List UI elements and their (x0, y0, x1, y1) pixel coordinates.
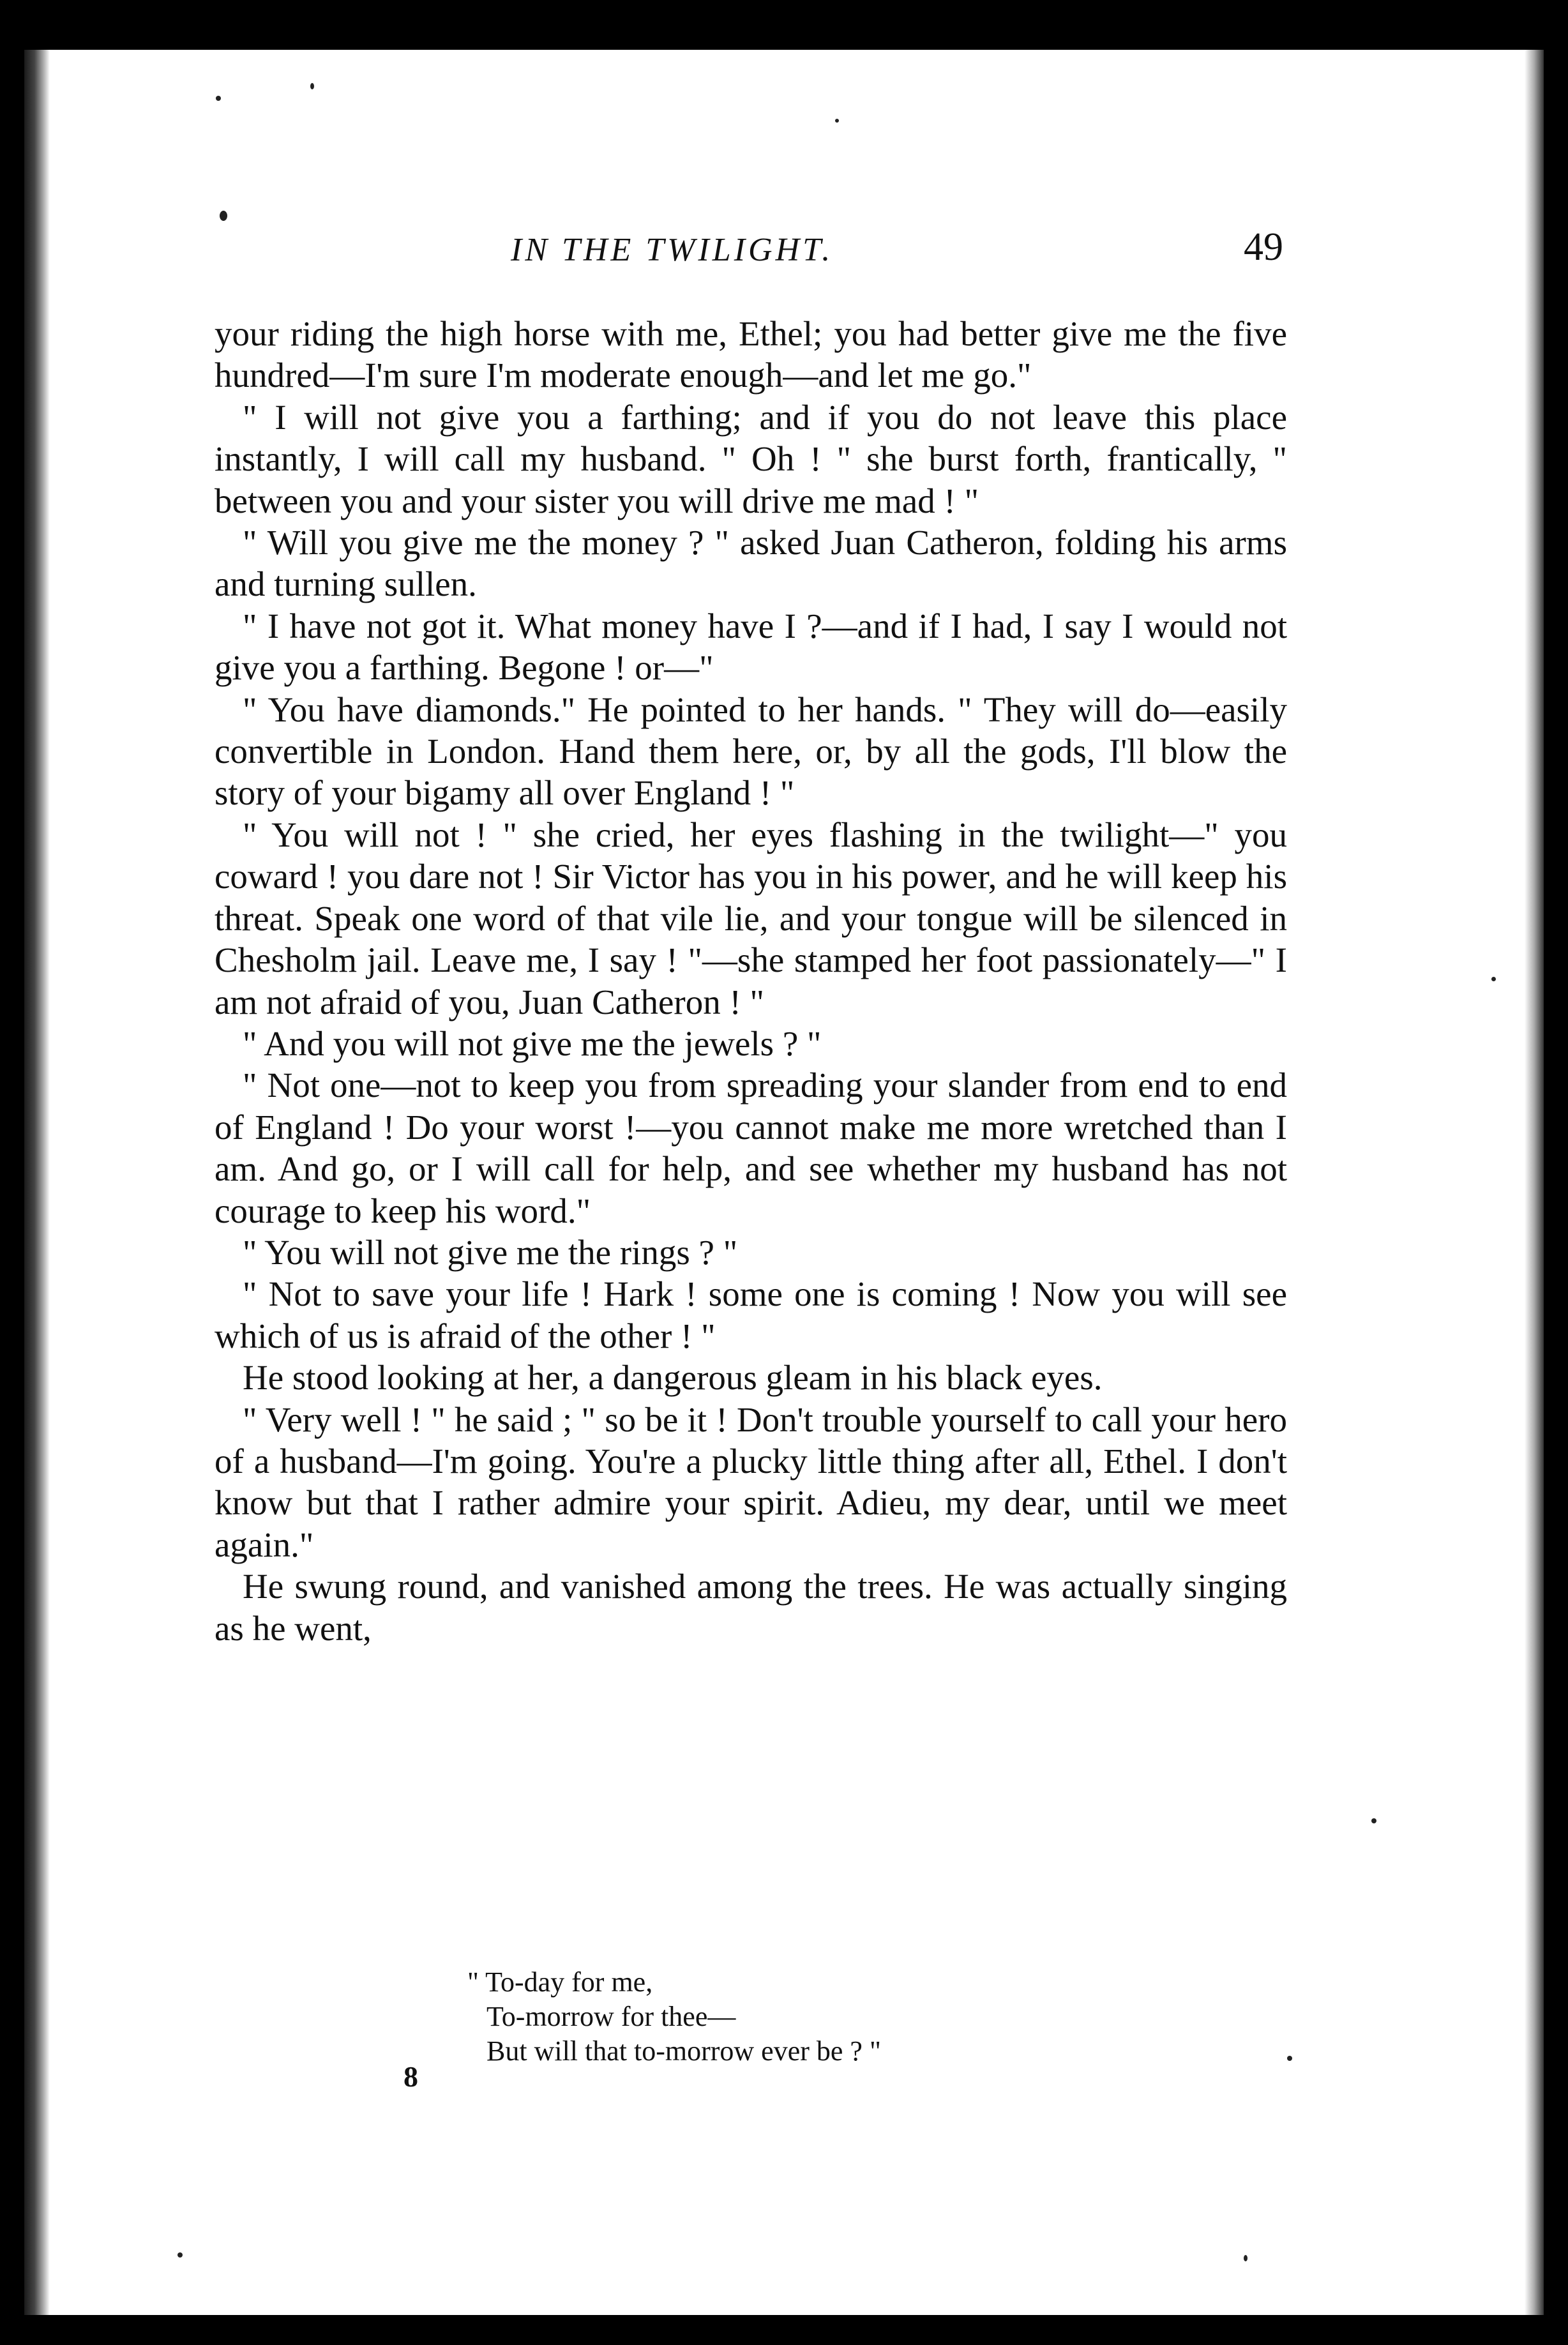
paragraph: your riding the high horse with me, Ethel; you had better give me the five hundred—I'm sure I'm moderate enough—and let me go." (215, 314, 1287, 395)
scan-speck (220, 211, 227, 221)
scan-speck (216, 96, 221, 101)
page-outer-edge (1525, 50, 1544, 2315)
scan-speck (1244, 2255, 1248, 2261)
paragraph: " You will not ! " she cried, her eyes flashing in the twilight—" you coward ! you dare not ! Sir Victor has you in his power, and he will keep his threat. Speak one word of that vile lie, and your tongue will be silenced in Chesholm jail. Leave me, I say ! "—she stamped her foot passionately—" I am not afraid of you, Juan Catheron ! " (215, 815, 1287, 1022)
scan-top-border (0, 0, 1568, 51)
paragraph: " Will you give me the money ? " asked Juan Catheron, folding his arms and turning sullen. (215, 523, 1287, 604)
scan-speck (310, 83, 314, 89)
paragraph: " Not one—not to keep you from spreading your slander from end to end of England ! Do your worst !—you cannot make me more wretched than I am. And go, or I will call for help, and see whether my husband has not courage to keep his word." (215, 1066, 1287, 1230)
page-header (217, 225, 1283, 282)
body-text (215, 313, 1287, 1649)
paragraph: He swung round, and vanished among the trees. He was actually singing as he went, (215, 1567, 1287, 1648)
page-number: 49 (1244, 225, 1283, 269)
scan-speck (1491, 977, 1496, 981)
paragraph: " I have not got it. What money have I ?—and if I had, I say I would not give you a farthing. Begone ! or—" (215, 606, 1287, 688)
page-binding-edge (24, 50, 50, 2315)
paragraph: " And you will not give me the jewels ? " (243, 1023, 822, 1063)
verse-quote (467, 1965, 881, 2069)
paragraph: " You will not give me the rings ? " (243, 1232, 738, 1272)
running-head: IN THE TWILIGHT. (511, 232, 834, 268)
scan-speck (1371, 1818, 1376, 1823)
scan-speck (177, 2252, 183, 2258)
verse-line: But will that to-morrow ever be ? " (486, 2035, 881, 2067)
scan-speck (1287, 2056, 1292, 2061)
paragraph: He stood looking at her, a dangerous gleam in his black eyes. (243, 1358, 1103, 1398)
verse-line: To-morrow for thee— (486, 2001, 736, 2032)
signature-mark: 8 (403, 2060, 418, 2093)
verse-line: " To-day for me, (467, 1966, 653, 1998)
paragraph: " I will not give you a farthing; and if you do not leave this place instantly, I will call my husband. " Oh ! " she burst forth, frantically, " between you and your sister you will drive me mad ! " (215, 397, 1287, 520)
paragraph: " Not to save your life ! Hark ! some one is coming ! Now you will see which of us is afraid of the other ! " (215, 1274, 1287, 1355)
paragraph: " Very well ! " he said ; " so be it ! Don't trouble yourself to call your hero of a husband—I'm going. You're a plucky little thing after all, Ethel. I don't know but that I rather admire your spirit. Adieu, my dear, until we meet again." (215, 1399, 1287, 1564)
scan-speck (835, 119, 839, 123)
paragraph: " You have diamonds." He pointed to her hands. " They will do—easily convertible in London. Hand them here, or, by all the gods, I'll blow the story of your bigamy all over England ! " (215, 690, 1287, 813)
